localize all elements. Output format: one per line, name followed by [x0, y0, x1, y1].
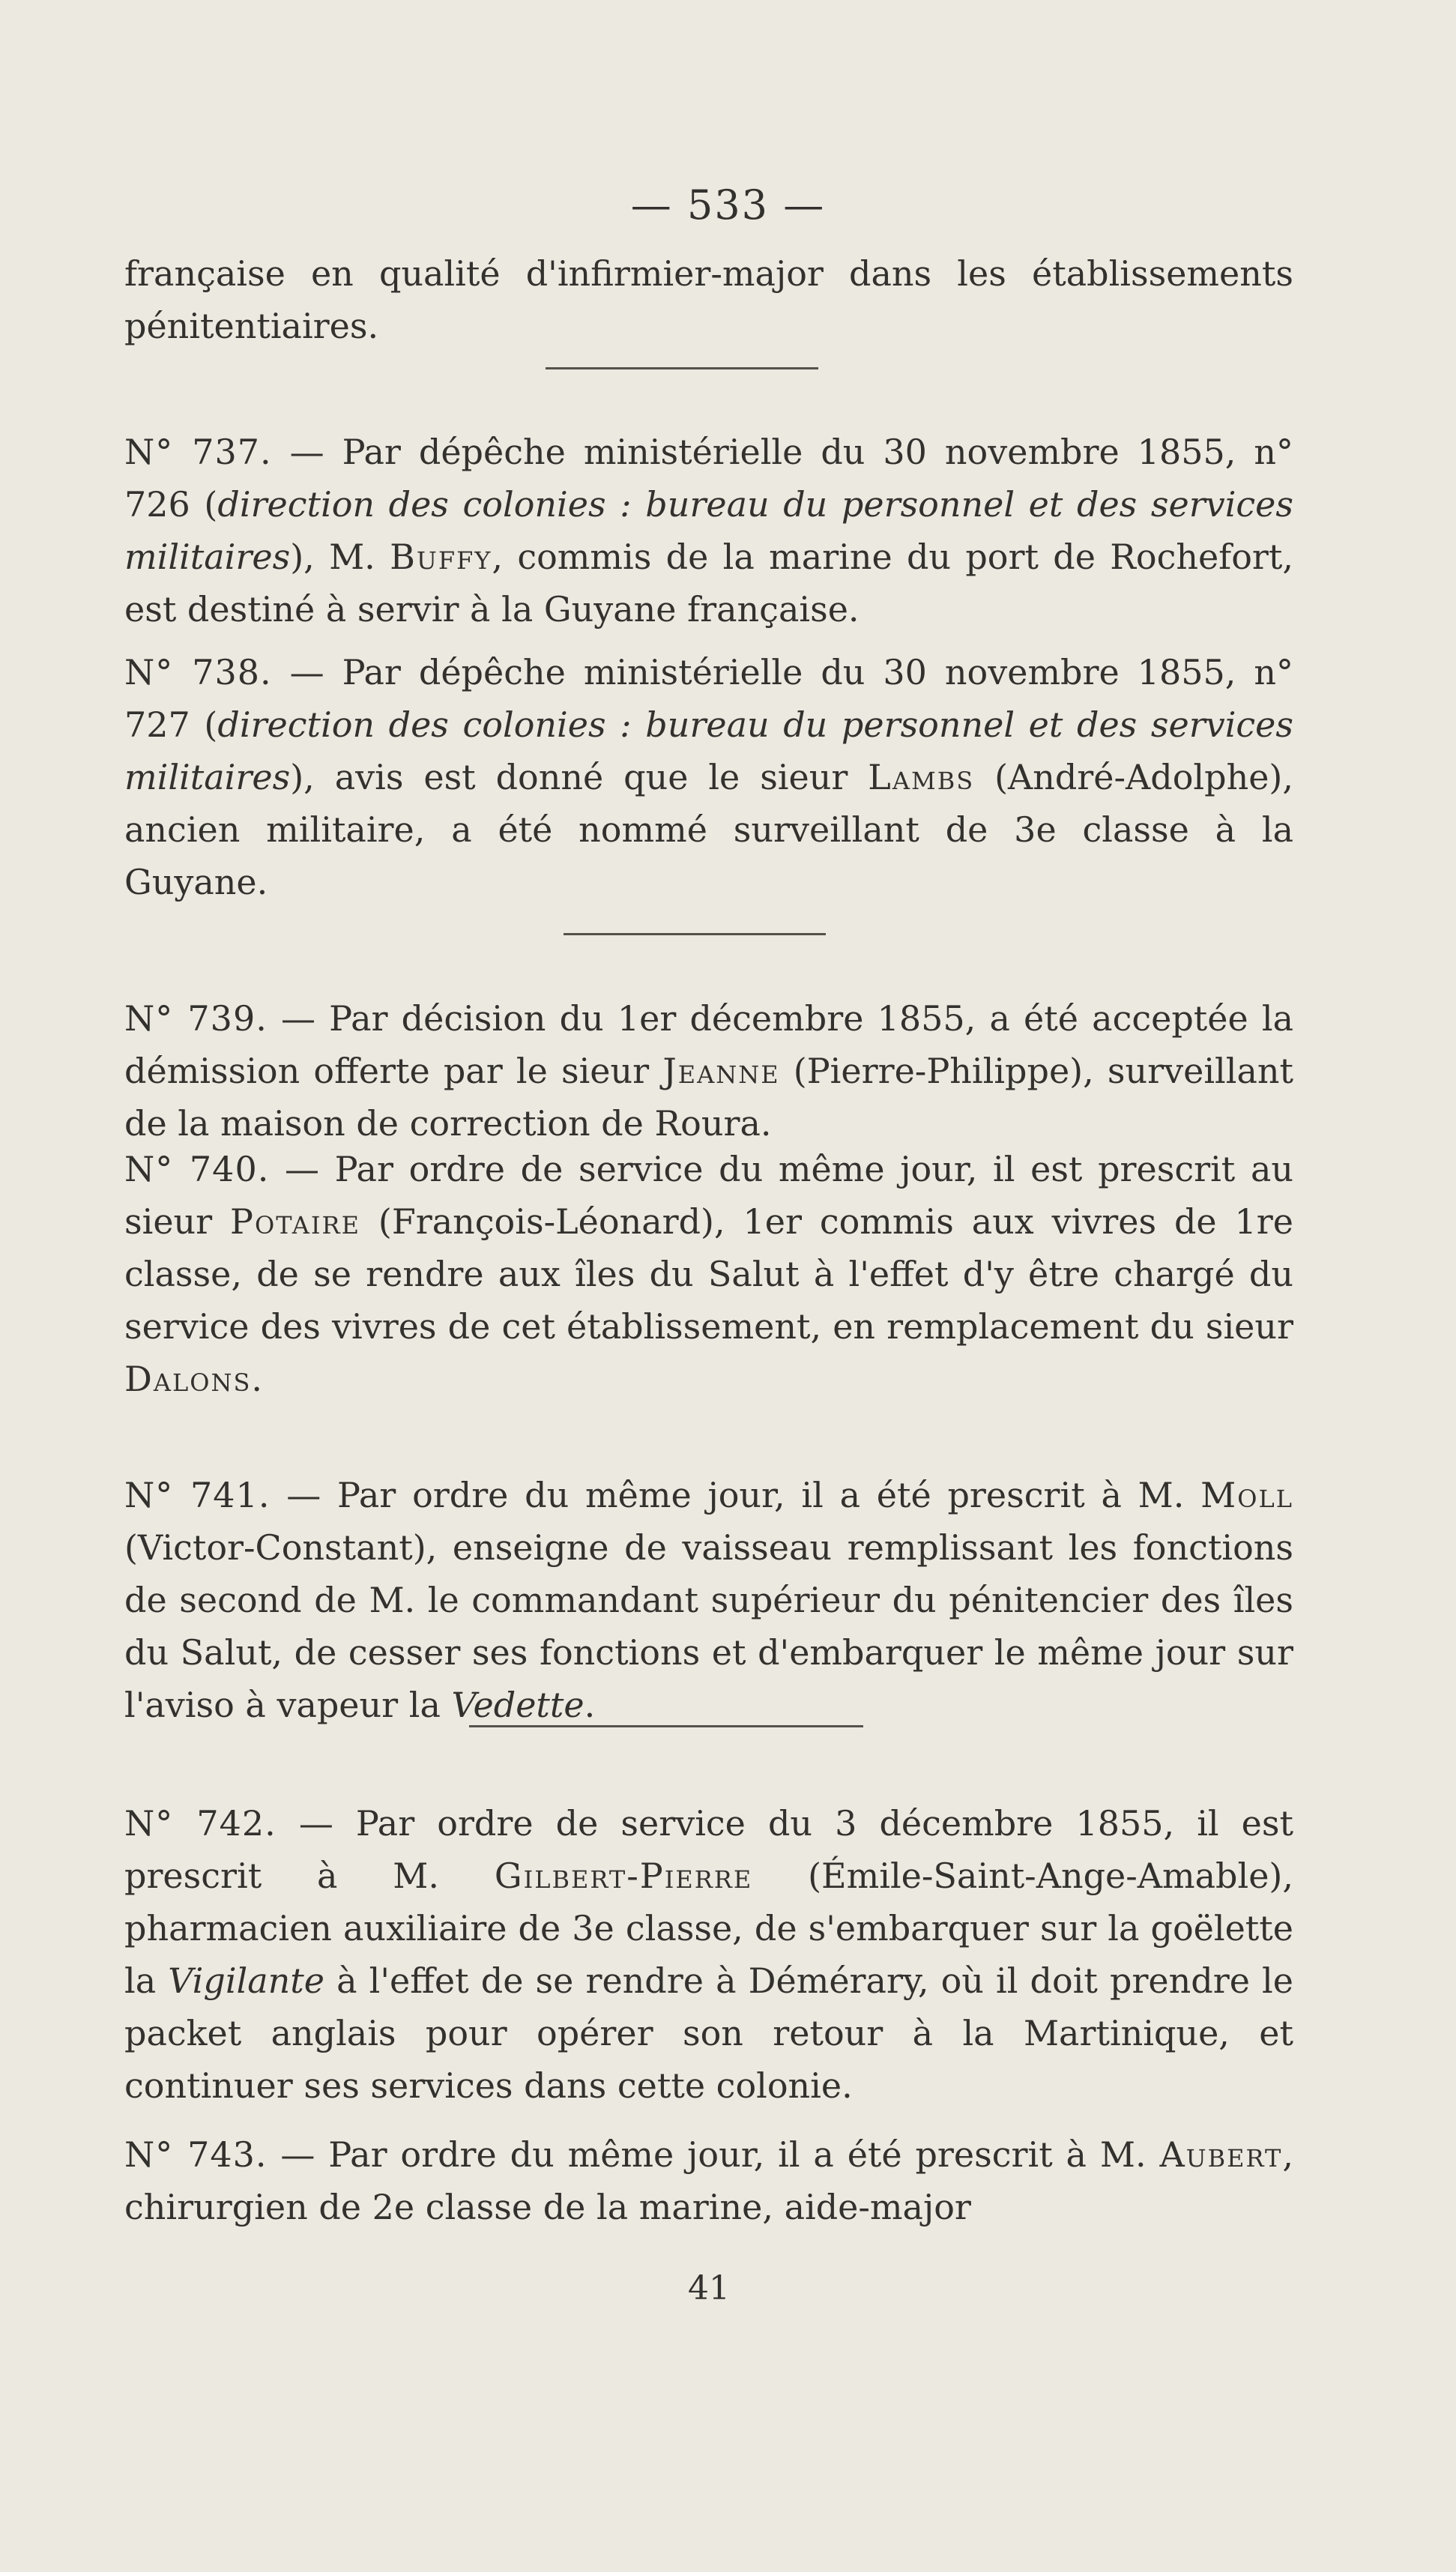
entry-name: Gilbert-Pierre: [494, 1856, 753, 1896]
separator-rule: [546, 367, 818, 369]
entry-number: N° 742.: [124, 1803, 277, 1844]
entry-741: N° 741. — Par ordre du même jour, il a été prescrit à M. Moll (Victor-Constant), enseigne de vaisseau remplissant les fonctions de second de M. le commandant supérieur du pénitencier des îles du Salut, de cesser ses fonctions et d'embarquer le même jour sur l'aviso à vapeur la Vedette.: [124, 1475, 1294, 1725]
entry-number: N° 740.: [124, 1149, 270, 1189]
entry-name: Potaire: [230, 1201, 361, 1242]
entry-737: N° 737. — Par dépêche ministérielle du 30 novembre 1855, n° 726 (direction des colonies : bureau du personnel et des services militaires), M. Buffy, commis de la marine du port de Rochefort, est destiné à servir à la Guyane française.: [124, 432, 1294, 630]
separator-rule: [564, 933, 826, 935]
entry-739: N° 739. — Par décision du 1er décembre 1855, a été acceptée la démission offerte par le sieur Jeanne (Pierre-Philippe), surveillant de la maison de correction de Roura.: [124, 998, 1293, 1144]
entry-italic: Vedette: [451, 1685, 584, 1725]
entry-743: N° 743. — Par ordre du même jour, il a été prescrit à M. Aubert, chirurgien de 2e classe de la marine, aide-major: [124, 2134, 1294, 2227]
signature-mark: 41: [688, 2269, 730, 2307]
entry-name: Moll: [1200, 1475, 1294, 1515]
entry-italic: Vigilante: [168, 1960, 325, 2001]
entry-name: Jeanne: [662, 1051, 780, 1091]
intro-paragraph: française en qualité d'infirmier-major dans les établissements pénitentiaires.: [124, 253, 1293, 346]
entry-number: N° 741.: [124, 1475, 271, 1515]
entry-742: N° 742. — Par ordre de service du 3 décembre 1855, il est prescrit à M. Gilbert-Pierre (Émile-Saint-Ange-Amable), pharmacien auxiliaire de 3e classe, de s'embarquer sur la goëlette la Vigilante à l'effet de se rendre à Démérary, où il doit prendre le packet anglais pour opérer son retour à la Martinique, et continuer ses services dans cette colonie.: [124, 1803, 1294, 2106]
entry-number: N° 738.: [124, 652, 272, 692]
entry-italic: direction des colonies : bureau du personnel et des services militaires: [124, 484, 1294, 577]
entry-738: N° 738. — Par dépêche ministérielle du 30 novembre 1855, n° 727 (direction des colonies : bureau du personnel et des services militaires), avis est donné que le sieur Lambs (André-Adolphe), ancien militaire, a été nommé surveillant de 3e classe à la Guyane.: [124, 652, 1294, 902]
entry-name: Dalons: [124, 1359, 252, 1399]
entry-name: Aubert: [1159, 2134, 1283, 2175]
page-number: — 533 —: [630, 181, 826, 229]
entry-number: N° 737.: [124, 432, 272, 472]
entry-name: Lambs: [868, 757, 975, 797]
entry-number: N° 743.: [124, 2134, 268, 2175]
separator-rule: [469, 1725, 863, 1727]
entry-name: Buffy: [390, 537, 492, 577]
entry-number: N° 739.: [124, 998, 268, 1039]
entry-740: N° 740. — Par ordre de service du même jour, il est prescrit au sieur Potaire (François-Léonard), 1er commis aux vivres de 1re classe, de se rendre aux îles du Salut à l'effet d'y être chargé du service des vivres de cet établissement, en remplacement du sieur Dalons.: [124, 1149, 1293, 1399]
entry-italic: direction des colonies : bureau du personnel et des services militaires: [124, 704, 1294, 797]
